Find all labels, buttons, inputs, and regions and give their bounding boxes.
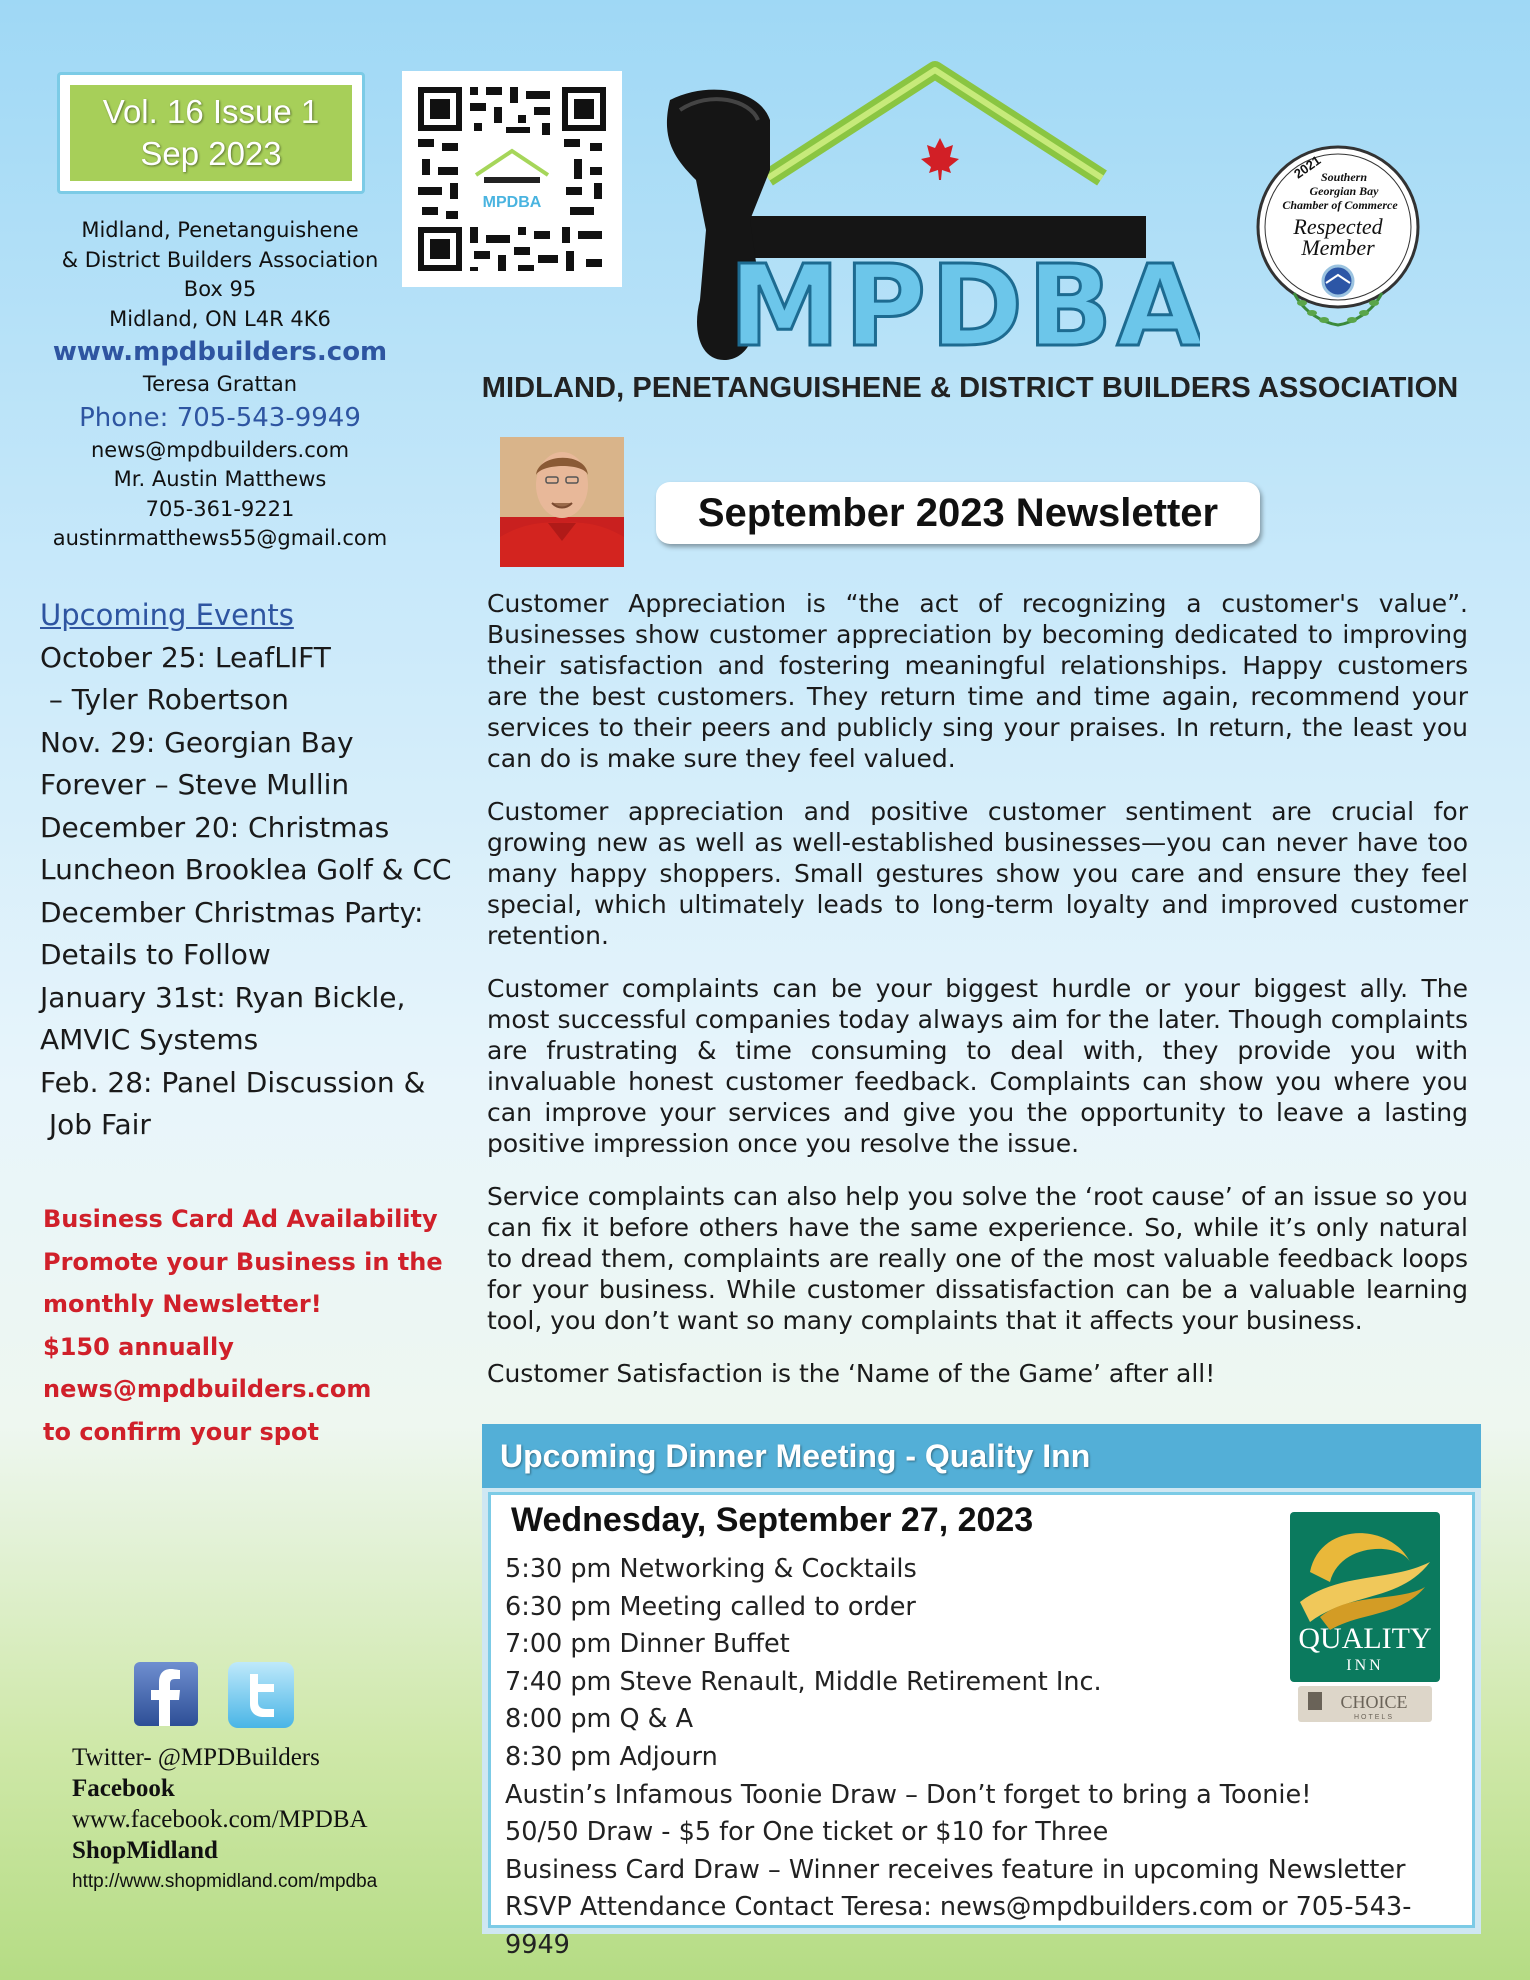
facebook-icon[interactable] <box>134 1662 198 1726</box>
chamber-badge <box>1254 143 1422 331</box>
event-line: – Tyler Robertson <box>40 683 289 716</box>
agenda-item: 8:30 pm Adjourn <box>505 1741 718 1772</box>
business-card-ad <box>43 1198 463 1453</box>
article-paragraph-4: Service complaints can also help you solve the ‘root cause’ of an issue so you can fix it before others have the same experience. So, while it’s only natural to dread them, complaints are really one of the most valuable feedback loops for your business. While customer dissatisfaction can be a valuable learning tool, you don’t want so many complaints that it affects your business. <box>487 1182 1468 1335</box>
agenda-item: 50/50 Draw - $5 for One ticket or $10 for Three <box>505 1817 1109 1848</box>
shopmidland-url[interactable]: http://www.shopmidland.com/mpdba <box>72 1871 378 1892</box>
twitter-icon[interactable] <box>228 1662 294 1728</box>
event-line: October 25: LeafLIFT <box>40 640 331 674</box>
badge-line-2: Georgian Bay <box>1309 184 1379 198</box>
ad-line: to confirm your spot <box>43 1417 319 1446</box>
agenda-item: 7:00 pm Dinner Buffet <box>505 1629 790 1660</box>
dinner-header: Upcoming Dinner Meeting - Quality Inn <box>482 1424 1481 1488</box>
qr-code[interactable] <box>402 71 622 287</box>
newsletter-title: September 2023 Newsletter <box>656 482 1260 544</box>
agenda-item: 6:30 pm Meeting called to order <box>505 1591 916 1622</box>
event-line: Job Fair <box>40 1108 151 1141</box>
ad-email-link[interactable]: news@mpdbuilders.com <box>43 1375 372 1403</box>
contact-phone: Phone: 705-543-9949 <box>79 402 361 433</box>
ad-line: $150 annually <box>43 1332 234 1361</box>
dinner-date: Wednesday, September 27, 2023 <box>511 1501 1034 1539</box>
contact-email-2[interactable]: austinrmatthews55@gmail.com <box>52 526 388 550</box>
facebook-label: Facebook <box>72 1775 175 1802</box>
agenda-item: 5:30 pm Networking & Cocktails <box>505 1554 917 1584</box>
mpdba-logo <box>640 60 1200 370</box>
ad-line: Business Card Ad Availability <box>43 1205 438 1233</box>
twitter-handle[interactable]: Twitter- @MPDBuilders <box>72 1744 320 1771</box>
article-paragraph-5: Customer Satisfaction is the ‘Name of the Game’ after all! <box>487 1359 1216 1388</box>
article-body <box>487 588 1468 1389</box>
qr-logo-text: MPDBA <box>482 194 542 211</box>
facebook-url[interactable]: www.facebook.com/MPDBA <box>72 1806 368 1833</box>
org-line-1: Midland, Penetanguishene <box>81 218 359 242</box>
agenda-item: 8:00 pm Q & A <box>505 1704 694 1735</box>
event-line: January 31st: Ryan Bickle, <box>40 980 406 1014</box>
badge-line-5: Member <box>1301 235 1375 260</box>
events-heading[interactable]: Upcoming Events <box>40 598 294 632</box>
qi-inn: INN <box>1346 1657 1384 1674</box>
quality-inn-logo <box>1290 1512 1440 1724</box>
contact-email-1[interactable]: news@mpdbuilders.com <box>90 437 350 462</box>
badge-line-4: Respected <box>1293 214 1383 239</box>
org-box: Box 95 <box>183 277 257 301</box>
logo-acronym: MPDBA <box>728 242 1200 370</box>
contact-person-1: Teresa Grattan <box>142 372 298 396</box>
agenda-item: RSVP Attendance Contact Teresa: news@mpdbuilders.com or 705-543-9949 <box>505 1892 1412 1960</box>
event-line: December 20: Christmas <box>40 810 390 844</box>
event-line: AMVIC Systems <box>40 1023 259 1056</box>
article-paragraph-3: Customer complaints can be your biggest hurdle or your biggest ally. The most successful companies today always aim for the later. Though complaints are frustrating & time consuming to deal with, they provide you with invaluable honest customer feedback. Complaints can show you where you can improve your services and give you the opportunity to leave a lasting positive impression once you resolve the issue. <box>487 974 1468 1158</box>
contact-block <box>20 216 420 554</box>
org-city: Midland, ON L4R 4K6 <box>109 306 331 331</box>
event-line: December Christmas Party: <box>40 895 424 929</box>
issue-date: Sep 2023 <box>140 135 282 172</box>
ad-line: monthly Newsletter! <box>43 1290 322 1318</box>
ad-line: Promote your Business in the <box>43 1247 443 1276</box>
author-photo <box>500 437 624 567</box>
agenda-item: 7:40 pm Steve Renault, Middle Retirement Inc. <box>505 1666 1102 1697</box>
issue-volume: Vol. 16 Issue 1 <box>102 93 320 130</box>
event-line: Feb. 28: Panel Discussion & <box>40 1065 426 1099</box>
issue-box <box>57 72 365 194</box>
shopmidland-label: ShopMidland <box>72 1837 218 1864</box>
org-line-2: & District Builders Association <box>61 247 379 272</box>
badge-line-1: Southern <box>1320 170 1368 184</box>
article-paragraph-2: Customer appreciation and positive customer sentiment are crucial for growing new as well as well-established businesses—you can never have too many happy shoppers. Small gestures show you care and ensure they feel special, which ultimately leads to long-term loyalty and improved customer retention. <box>487 797 1468 950</box>
logo-full-name: MIDLAND, PENETANGUISHENE & DISTRICT BUILDERS ASSOCIATION <box>481 372 1459 404</box>
badge-year: 2021 <box>1291 152 1324 182</box>
contact-phone-2: 705-361-9221 <box>145 496 295 521</box>
qi-hotels: HOTELS <box>1353 1714 1395 1721</box>
article-paragraph-1: Customer Appreciation is “the act of recognizing a customer's value”. Businesses show customer appreciation by becoming dedicated to improving their satisfaction and fostering meaningful relationships. Happy customers are the best customers. They return time and time again, recommend your services to their peers and publicly sing your praises. In return, the least you can do is make sure they feel valued. <box>487 589 1468 773</box>
website-link[interactable]: www.mpdbuilders.com <box>52 337 388 367</box>
event-line: Forever – Steve Mullin <box>40 768 350 801</box>
event-line: Nov. 29: Georgian Bay <box>40 725 354 759</box>
contact-person-2: Mr. Austin Matthews <box>113 467 327 491</box>
event-line: Luncheon Brooklea Golf & CC <box>40 853 452 886</box>
badge-line-3: Chamber of Commerce <box>1282 198 1398 212</box>
agenda-item: Austin’s Infamous Toonie Draw – Don’t forget to bring a Toonie! <box>505 1779 1312 1810</box>
qi-quality: QUALITY <box>1298 1622 1432 1655</box>
upcoming-events <box>40 594 480 1147</box>
qi-choice: CHOICE <box>1340 1692 1408 1712</box>
event-line: Details to Follow <box>40 938 271 971</box>
maple-leaf-icon <box>921 138 959 180</box>
qr-code-image <box>414 83 610 275</box>
agenda-item: Business Card Draw – Winner receives feature in upcoming Newsletter <box>505 1854 1406 1885</box>
social-links <box>72 1742 432 1897</box>
